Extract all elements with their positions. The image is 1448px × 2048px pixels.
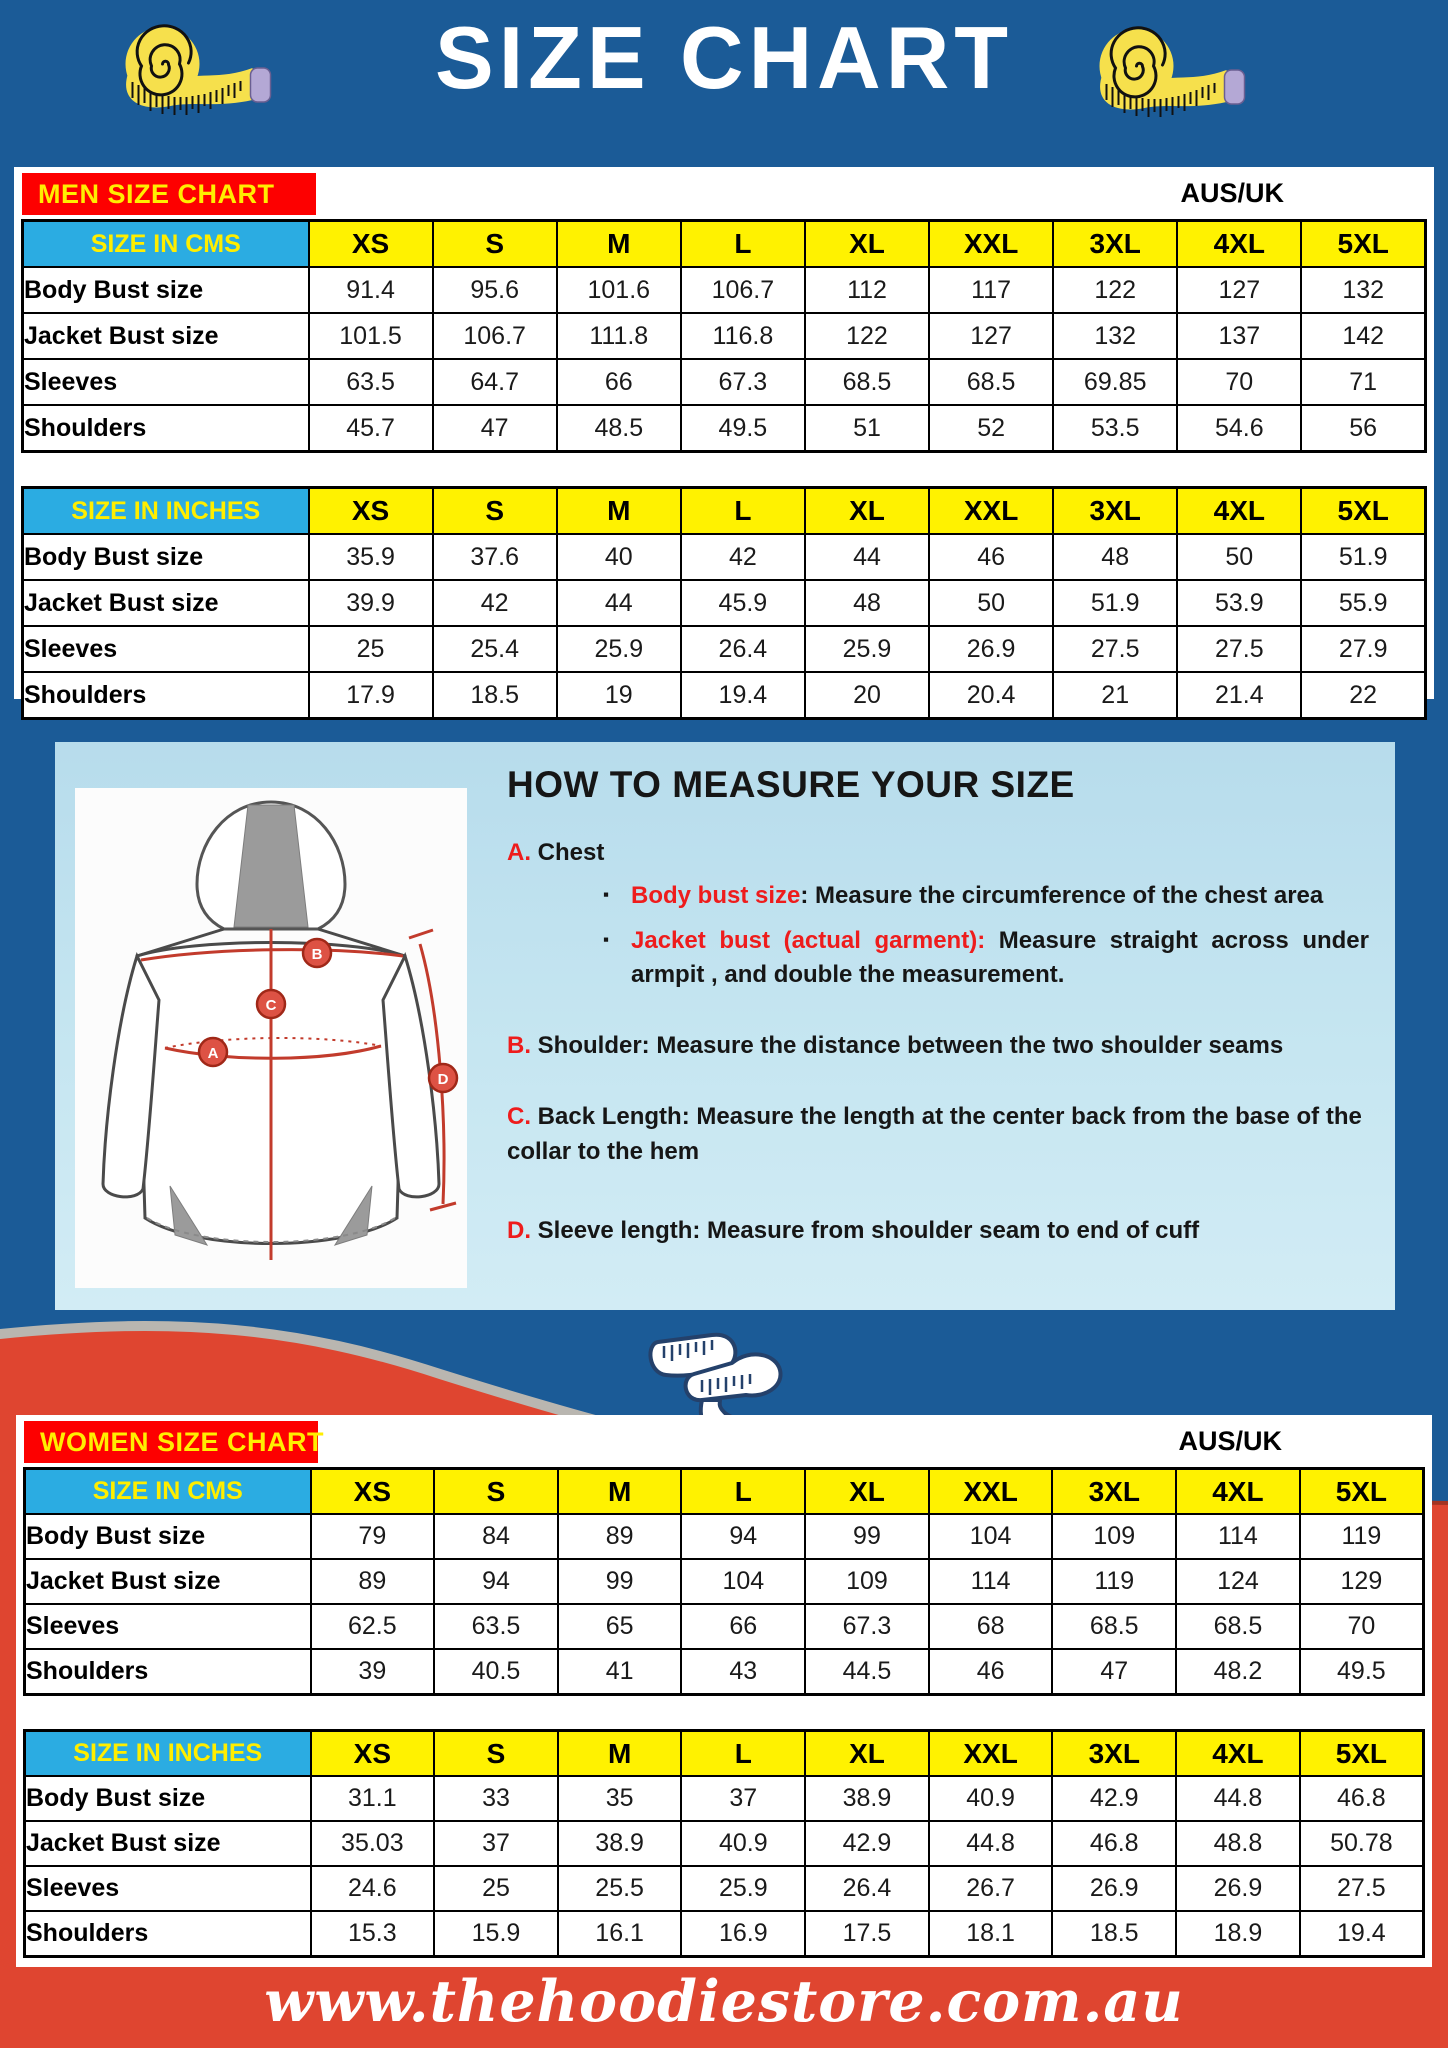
value-cell: 63.5 — [434, 1604, 558, 1649]
row-label-cell: Shoulders — [23, 405, 309, 452]
value-cell: 99 — [558, 1559, 682, 1604]
value-cell: 127 — [929, 313, 1053, 359]
value-cell: 104 — [681, 1559, 805, 1604]
value-cell: 50 — [1177, 534, 1301, 580]
value-cell: 25.5 — [558, 1866, 682, 1911]
value-cell: 104 — [929, 1514, 1053, 1559]
value-cell: 124 — [1176, 1559, 1300, 1604]
value-cell: 21.4 — [1177, 672, 1301, 719]
value-cell: 122 — [1053, 267, 1177, 313]
value-cell: 45.9 — [681, 580, 805, 626]
size-header-cell: XL — [805, 488, 929, 535]
value-cell: 119 — [1300, 1514, 1424, 1559]
value-cell: 68.5 — [805, 359, 929, 405]
size-header-cell: XS — [311, 1731, 435, 1777]
size-header-cell: XXL — [929, 1469, 1053, 1515]
value-cell: 94 — [434, 1559, 558, 1604]
unit-label-cell: SIZE IN INCHES — [23, 488, 309, 535]
value-cell: 37 — [681, 1776, 805, 1821]
value-cell: 39.9 — [309, 580, 433, 626]
value-cell: 99 — [805, 1514, 929, 1559]
value-cell: 116.8 — [681, 313, 805, 359]
value-cell: 35 — [558, 1776, 682, 1821]
bullet-lead: Jacket bust (actual garment): — [631, 926, 986, 954]
value-cell: 46.8 — [1052, 1821, 1176, 1866]
table-row — [25, 1649, 1424, 1695]
value-cell: 41 — [558, 1649, 682, 1695]
value-cell: 111.8 — [557, 313, 681, 359]
value-cell: 68 — [929, 1604, 1053, 1649]
bullet-rest: Measure straight across under armpit , and double the measurement. — [631, 926, 1369, 989]
value-cell: 91.4 — [309, 267, 433, 313]
unit-label-cell: SIZE IN CMS — [25, 1469, 311, 1515]
value-cell: 48.5 — [557, 405, 681, 452]
value-cell: 39 — [311, 1649, 435, 1695]
jacket-measurement-diagram — [75, 788, 467, 1288]
page-title: SIZE CHART — [435, 8, 1013, 107]
value-cell: 16.1 — [558, 1911, 682, 1957]
value-cell: 24.6 — [311, 1866, 435, 1911]
value-cell: 46.8 — [1300, 1776, 1424, 1821]
value-cell: 27.5 — [1053, 626, 1177, 672]
size-header-cell: XS — [309, 221, 433, 268]
value-cell: 117 — [929, 267, 1053, 313]
size-header-cell: S — [433, 488, 557, 535]
value-cell: 22 — [1301, 672, 1425, 719]
table-row — [25, 1604, 1424, 1649]
value-cell: 50.78 — [1300, 1821, 1424, 1866]
guide-item-d — [507, 1214, 1369, 1249]
value-cell: 15.3 — [311, 1911, 435, 1957]
size-header-cell: L — [681, 1731, 805, 1777]
table-row — [23, 672, 1426, 719]
table-row — [23, 626, 1426, 672]
size-header-cell: S — [434, 1469, 558, 1515]
value-cell: 51.9 — [1301, 534, 1425, 580]
value-cell: 70 — [1300, 1604, 1424, 1649]
row-label-cell: Body Bust size — [23, 267, 309, 313]
value-cell: 26.7 — [929, 1866, 1053, 1911]
table-row — [25, 1866, 1424, 1911]
table-row — [23, 534, 1426, 580]
value-cell: 25 — [434, 1866, 558, 1911]
value-cell: 26.9 — [929, 626, 1053, 672]
table-row — [23, 313, 1426, 359]
value-cell: 19 — [557, 672, 681, 719]
size-header-cell: 5XL — [1301, 221, 1425, 268]
value-cell: 56 — [1301, 405, 1425, 452]
size-header-cell: 4XL — [1177, 488, 1301, 535]
value-cell: 67.3 — [681, 359, 805, 405]
size-header-cell: 5XL — [1300, 1469, 1424, 1515]
row-label-cell: Jacket Bust size — [25, 1821, 311, 1866]
value-cell: 37.6 — [433, 534, 557, 580]
value-cell: 53.9 — [1177, 580, 1301, 626]
value-cell: 68.5 — [929, 359, 1053, 405]
value-cell: 64.7 — [433, 359, 557, 405]
row-label-cell: Jacket Bust size — [25, 1559, 311, 1604]
value-cell: 101.6 — [557, 267, 681, 313]
value-cell: 47 — [1052, 1649, 1176, 1695]
row-label-cell: Sleeves — [25, 1866, 311, 1911]
value-cell: 127 — [1177, 267, 1301, 313]
value-cell: 19.4 — [681, 672, 805, 719]
value-cell: 42 — [433, 580, 557, 626]
row-label-cell: Body Bust size — [23, 534, 309, 580]
value-cell: 69.85 — [1053, 359, 1177, 405]
value-cell: 25 — [309, 626, 433, 672]
value-cell: 20.4 — [929, 672, 1053, 719]
value-cell: 44 — [557, 580, 681, 626]
region-label-aus-uk: AUS/UK — [1178, 1426, 1282, 1456]
value-cell: 27.9 — [1301, 626, 1425, 672]
value-cell: 122 — [805, 313, 929, 359]
guide-letter-a: A. — [507, 839, 531, 866]
size-header-cell: L — [681, 488, 805, 535]
row-label-cell: Body Bust size — [25, 1514, 311, 1559]
value-cell: 25.4 — [433, 626, 557, 672]
value-cell: 38.9 — [558, 1821, 682, 1866]
table-row — [23, 580, 1426, 626]
value-cell: 46 — [929, 1649, 1053, 1695]
value-cell: 101.5 — [309, 313, 433, 359]
value-cell: 106.7 — [433, 313, 557, 359]
size-header-cell: XXL — [929, 221, 1053, 268]
how-to-measure-panel — [55, 742, 1395, 1310]
size-header-cell: M — [558, 1469, 682, 1515]
value-cell: 26.9 — [1176, 1866, 1300, 1911]
value-cell: 52 — [929, 405, 1053, 452]
value-cell: 109 — [1052, 1514, 1176, 1559]
men-size-chart-panel — [14, 167, 1434, 709]
guide-label-a: Chest — [537, 839, 605, 866]
value-cell: 68.5 — [1176, 1604, 1300, 1649]
guide-item-c — [507, 1100, 1369, 1170]
value-cell: 18.5 — [433, 672, 557, 719]
women-cms-table — [23, 1467, 1425, 1696]
size-header-cell: XL — [805, 221, 929, 268]
value-cell: 68.5 — [1052, 1604, 1176, 1649]
value-cell: 40 — [557, 534, 681, 580]
value-cell: 40.9 — [681, 1821, 805, 1866]
value-cell: 119 — [1052, 1559, 1176, 1604]
value-cell: 21 — [1053, 672, 1177, 719]
value-cell: 40.5 — [434, 1649, 558, 1695]
value-cell: 15.9 — [434, 1911, 558, 1957]
row-label-cell: Jacket Bust size — [23, 313, 309, 359]
size-header-cell: XXL — [929, 488, 1053, 535]
size-header-cell: 3XL — [1052, 1469, 1176, 1515]
size-header-cell: M — [558, 1731, 682, 1777]
value-cell: 44.8 — [1176, 1776, 1300, 1821]
row-label-cell: Shoulders — [25, 1649, 311, 1695]
size-header-cell: XXL — [929, 1731, 1053, 1777]
size-header-cell: 4XL — [1177, 221, 1301, 268]
value-cell: 112 — [805, 267, 929, 313]
unit-label-cell: SIZE IN INCHES — [25, 1731, 311, 1777]
value-cell: 18.9 — [1176, 1911, 1300, 1957]
value-cell: 48.2 — [1176, 1649, 1300, 1695]
table-row — [25, 1821, 1424, 1866]
measuring-tape-icon — [1072, 24, 1277, 119]
store-website-url: www.thehoodiestore.com.au — [264, 1968, 1184, 2035]
value-cell: 95.6 — [433, 267, 557, 313]
value-cell: 27.5 — [1300, 1866, 1424, 1911]
value-cell: 19.4 — [1300, 1911, 1424, 1957]
value-cell: 55.9 — [1301, 580, 1425, 626]
row-label-cell: Sleeves — [23, 359, 309, 405]
bullet-square-icon: ▪ — [603, 929, 610, 949]
value-cell: 48.8 — [1176, 1821, 1300, 1866]
row-label-cell: Shoulders — [23, 672, 309, 719]
table-row — [25, 1776, 1424, 1821]
size-header-cell: 5XL — [1301, 488, 1425, 535]
value-cell: 70 — [1177, 359, 1301, 405]
value-cell: 94 — [681, 1514, 805, 1559]
value-cell: 44.8 — [929, 1821, 1053, 1866]
value-cell: 114 — [1176, 1514, 1300, 1559]
value-cell: 42.9 — [805, 1821, 929, 1866]
value-cell: 62.5 — [311, 1604, 435, 1649]
value-cell: 33 — [434, 1776, 558, 1821]
guide-title: HOW TO MEASURE YOUR SIZE — [507, 764, 1075, 805]
value-cell: 129 — [1300, 1559, 1424, 1604]
size-header-cell: L — [681, 1469, 805, 1515]
value-cell: 44 — [805, 534, 929, 580]
value-cell: 35.9 — [309, 534, 433, 580]
value-cell: 38.9 — [805, 1776, 929, 1821]
value-cell: 137 — [1177, 313, 1301, 359]
value-cell: 50 — [929, 580, 1053, 626]
diagram-label-b: B — [311, 946, 323, 963]
value-cell: 37 — [434, 1821, 558, 1866]
men-inches-table — [21, 486, 1427, 720]
size-header-cell: 5XL — [1300, 1731, 1424, 1777]
value-cell: 63.5 — [309, 359, 433, 405]
size-header-cell: 3XL — [1053, 221, 1177, 268]
value-cell: 49.5 — [681, 405, 805, 452]
value-cell: 26.9 — [1052, 1866, 1176, 1911]
unit-label-cell: SIZE IN CMS — [23, 221, 309, 268]
value-cell: 43 — [681, 1649, 805, 1695]
diagram-label-c: C — [265, 997, 277, 1014]
value-cell: 51 — [805, 405, 929, 452]
value-cell: 132 — [1301, 267, 1425, 313]
value-cell: 67.3 — [805, 1604, 929, 1649]
bullet-lead: Body bust size — [631, 881, 801, 909]
value-cell: 26.4 — [805, 1866, 929, 1911]
value-cell: 66 — [557, 359, 681, 405]
value-cell: 89 — [558, 1514, 682, 1559]
value-cell: 45.7 — [309, 405, 433, 452]
size-header-cell: 4XL — [1176, 1731, 1300, 1777]
value-cell: 40.9 — [929, 1776, 1053, 1821]
value-cell: 31.1 — [311, 1776, 435, 1821]
value-cell: 48 — [805, 580, 929, 626]
size-header-cell: M — [557, 488, 681, 535]
value-cell: 17.9 — [309, 672, 433, 719]
table-row — [23, 405, 1426, 452]
guide-letter-d: D. — [507, 1216, 531, 1244]
guide-text-b: Shoulder: Measure the distance between the two shoulder seams — [537, 1032, 1284, 1060]
table-gap — [16, 1696, 1432, 1729]
size-header-cell: 3XL — [1053, 488, 1177, 535]
guide-item-b — [507, 1029, 1369, 1064]
guide-item-a — [507, 836, 1369, 871]
size-header-cell: S — [433, 221, 557, 268]
value-cell: 26.4 — [681, 626, 805, 672]
value-cell: 106.7 — [681, 267, 805, 313]
table-row — [25, 1911, 1424, 1957]
size-header-cell: XL — [805, 1469, 929, 1515]
diagram-label-a: A — [207, 1045, 219, 1062]
size-header-cell: 4XL — [1176, 1469, 1300, 1515]
diagram-label-d: D — [437, 1071, 449, 1088]
guide-bullet-jacket-bust — [603, 924, 1369, 994]
measuring-tape-icon — [98, 22, 303, 117]
guide-bullet-body-bust — [603, 879, 1369, 914]
value-cell: 84 — [434, 1514, 558, 1559]
size-header-cell: L — [681, 221, 805, 268]
men-chart-title: MEN SIZE CHART — [22, 173, 316, 215]
size-header-cell: XS — [309, 488, 433, 535]
row-label-cell: Shoulders — [25, 1911, 311, 1957]
value-cell: 114 — [929, 1559, 1053, 1604]
guide-letter-c: C. — [507, 1102, 531, 1130]
bullet-square-icon: ▪ — [603, 884, 610, 904]
value-cell: 44.5 — [805, 1649, 929, 1695]
size-header-cell: XL — [805, 1731, 929, 1777]
table-row — [23, 267, 1426, 313]
value-cell: 16.9 — [681, 1911, 805, 1957]
size-header-cell: S — [434, 1731, 558, 1777]
table-gap — [14, 453, 1434, 486]
value-cell: 25.9 — [557, 626, 681, 672]
row-label-cell: Body Bust size — [25, 1776, 311, 1821]
value-cell: 54.6 — [1177, 405, 1301, 452]
value-cell: 42.9 — [1052, 1776, 1176, 1821]
women-chart-title: WOMEN SIZE CHART — [24, 1421, 318, 1463]
value-cell: 35.03 — [311, 1821, 435, 1866]
value-cell: 42 — [681, 534, 805, 580]
row-label-cell: Jacket Bust size — [23, 580, 309, 626]
guide-text-c: Back Length: Measure the length at the center back from the base of the collar to the hem — [507, 1102, 1362, 1165]
value-cell: 79 — [311, 1514, 435, 1559]
value-cell: 25.9 — [805, 626, 929, 672]
value-cell: 18.1 — [929, 1911, 1053, 1957]
value-cell: 20 — [805, 672, 929, 719]
size-header-cell: M — [557, 221, 681, 268]
value-cell: 18.5 — [1052, 1911, 1176, 1957]
row-label-cell: Sleeves — [25, 1604, 311, 1649]
table-row — [25, 1559, 1424, 1604]
table-row — [25, 1514, 1424, 1559]
value-cell: 27.5 — [1177, 626, 1301, 672]
row-label-cell: Sleeves — [23, 626, 309, 672]
value-cell: 109 — [805, 1559, 929, 1604]
value-cell: 47 — [433, 405, 557, 452]
men-cms-table — [21, 219, 1427, 453]
bullet-rest: : Measure the circumference of the chest area — [800, 881, 1324, 909]
region-label-aus-uk: AUS/UK — [1180, 178, 1284, 208]
size-header-cell: 3XL — [1052, 1731, 1176, 1777]
value-cell: 132 — [1053, 313, 1177, 359]
guide-text-d: Sleeve length: Measure from shoulder seam to end of cuff — [537, 1216, 1200, 1244]
value-cell: 71 — [1301, 359, 1425, 405]
table-row — [23, 359, 1426, 405]
women-size-chart-panel — [16, 1415, 1432, 1967]
size-header-cell: XS — [311, 1469, 435, 1515]
value-cell: 89 — [311, 1559, 435, 1604]
value-cell: 17.5 — [805, 1911, 929, 1957]
value-cell: 49.5 — [1300, 1649, 1424, 1695]
value-cell: 142 — [1301, 313, 1425, 359]
guide-letter-b: B. — [507, 1032, 531, 1060]
value-cell: 46 — [929, 534, 1053, 580]
value-cell: 53.5 — [1053, 405, 1177, 452]
value-cell: 65 — [558, 1604, 682, 1649]
women-inches-table — [23, 1729, 1425, 1958]
value-cell: 48 — [1053, 534, 1177, 580]
value-cell: 66 — [681, 1604, 805, 1649]
value-cell: 25.9 — [681, 1866, 805, 1911]
value-cell: 51.9 — [1053, 580, 1177, 626]
